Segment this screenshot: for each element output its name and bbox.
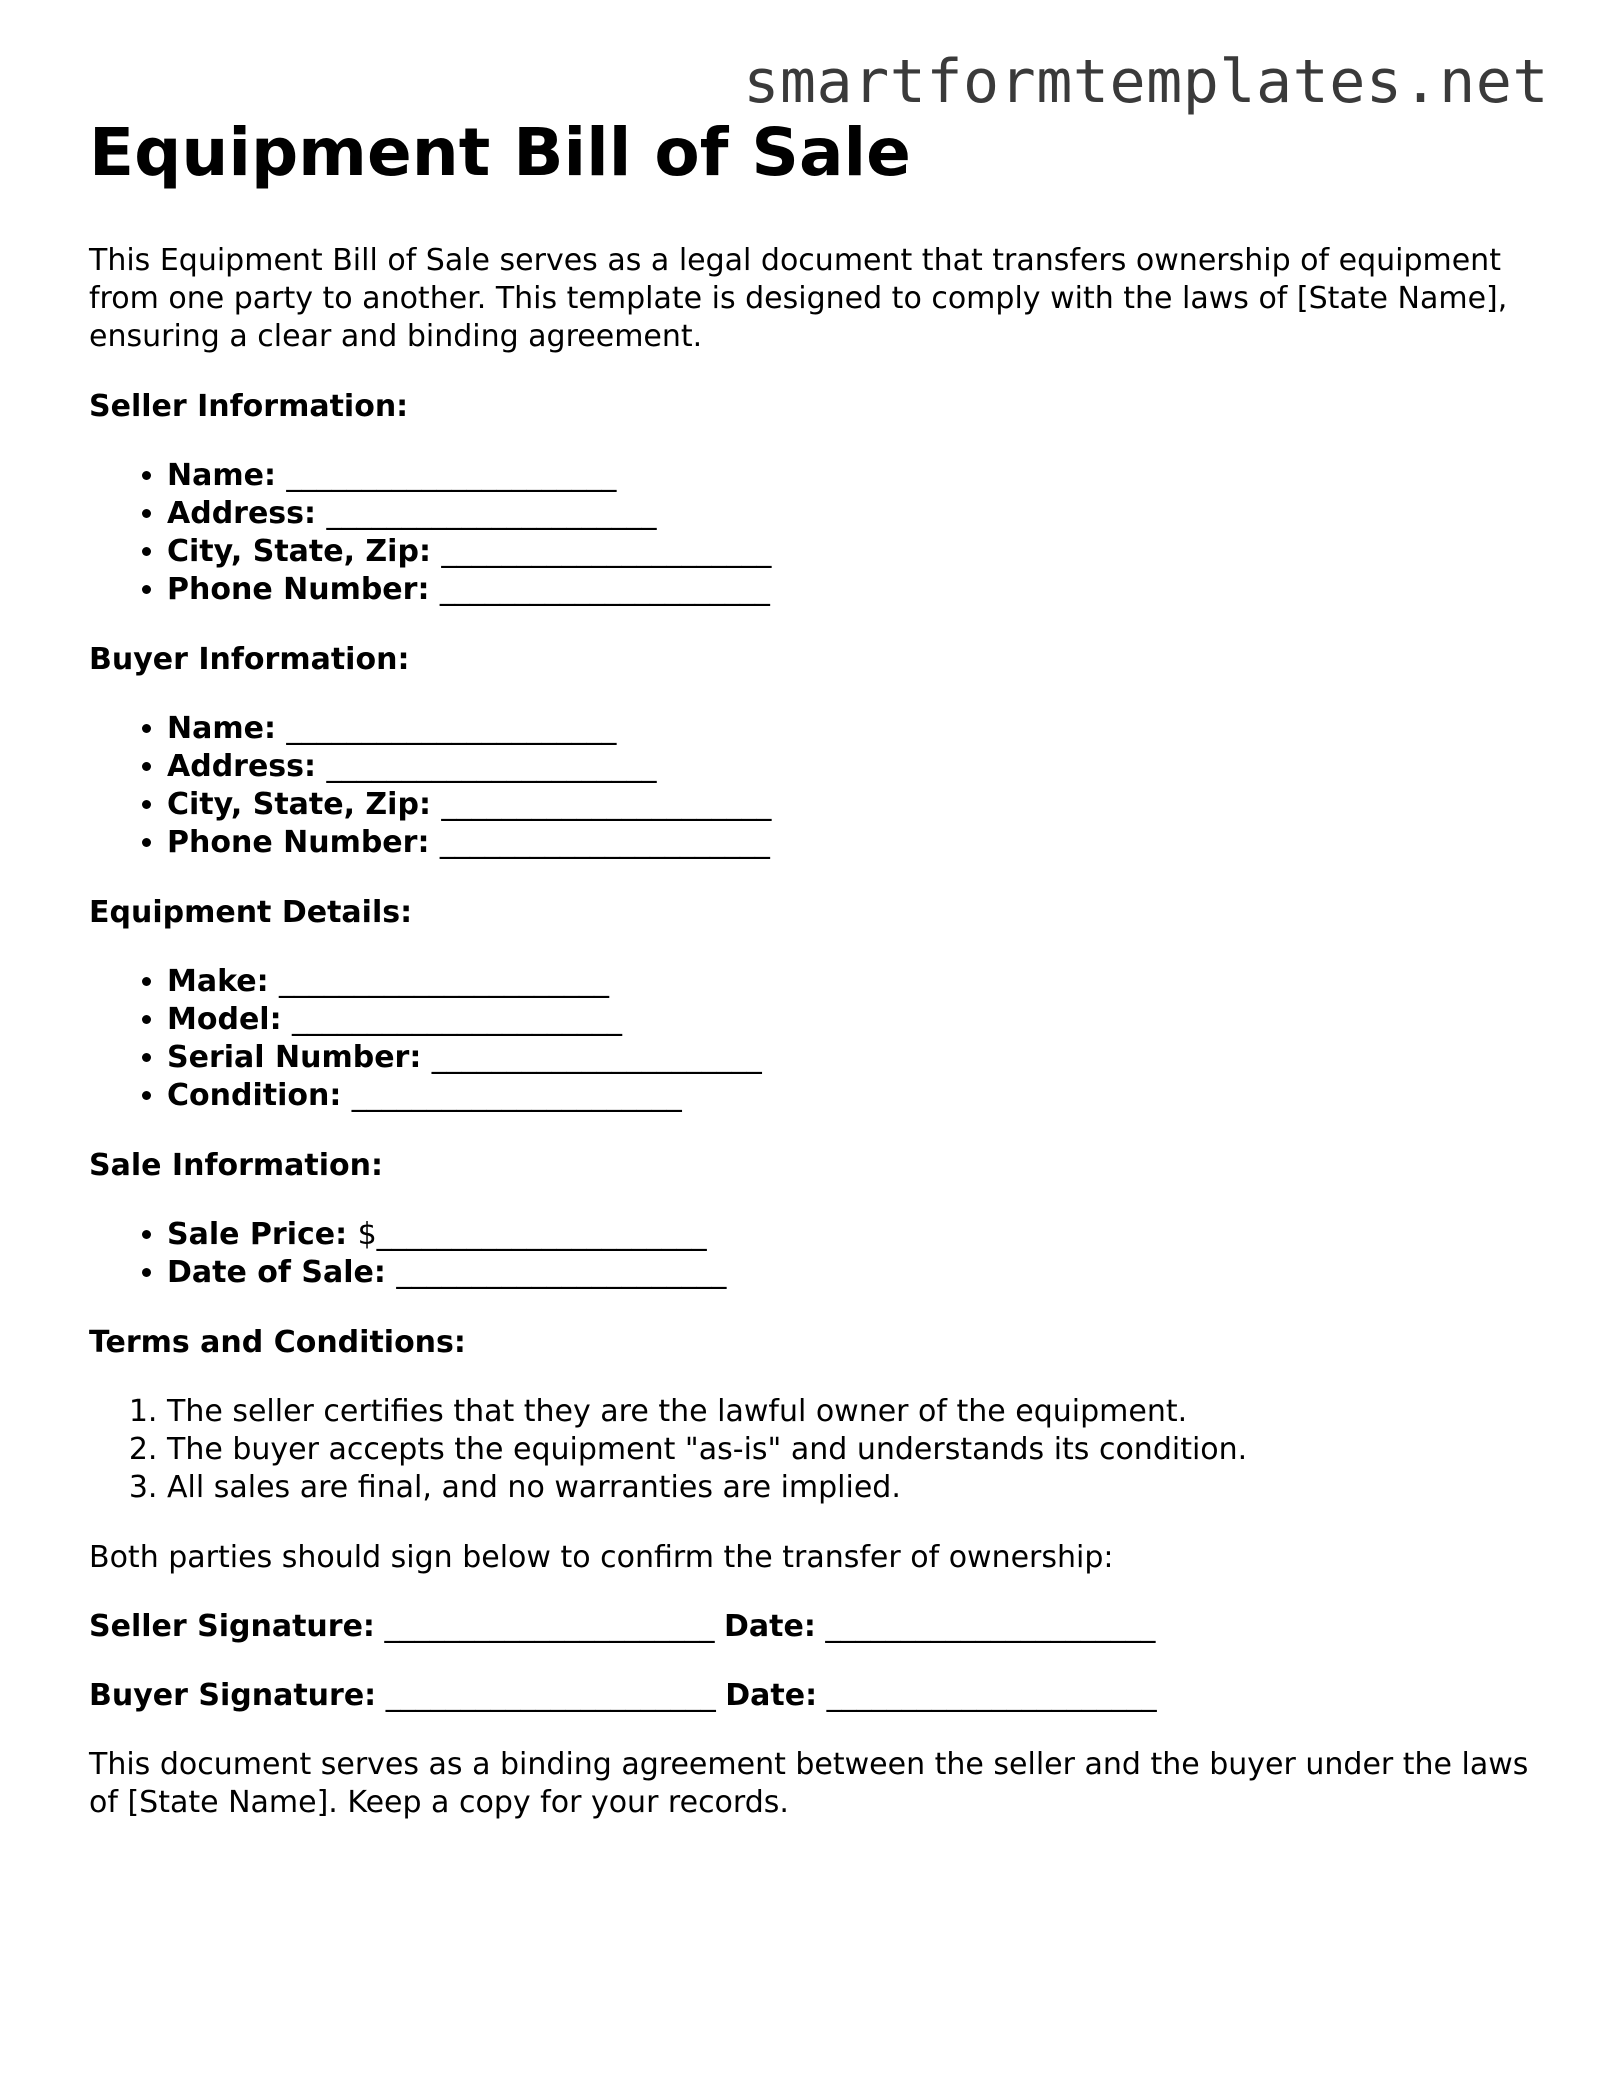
buyer-address-field <box>167 748 1529 786</box>
seller-signature-blank[interactable]: ______________________ <box>384 1609 715 1644</box>
document-title: Equipment Bill of Sale <box>89 114 911 191</box>
fill-blank[interactable]: ______________________ <box>441 534 772 569</box>
intro-paragraph: This Equipment Bill of Sale serves as a legal document that transfers ownership of equipment from one party to another. This template is designed to comply with the laws of [State Name], ensuring a clear and binding agreement. <box>89 243 1508 354</box>
fill-blank[interactable]: ______________________ <box>279 964 610 999</box>
seller-date-label: Date: <box>724 1609 816 1644</box>
watermark-text: smartformtemplates.net <box>743 47 1549 117</box>
seller-city-state-zip-field <box>167 533 1529 571</box>
field-label: Name: <box>167 711 276 746</box>
field-label: Condition: <box>167 1078 342 1113</box>
sale-heading: Sale Information: <box>89 1148 383 1183</box>
equipment-serial-field <box>167 1039 1529 1077</box>
buyer-signature-label: Buyer Signature: <box>89 1678 377 1713</box>
document-page <box>89 108 1529 1822</box>
seller-address-field <box>167 495 1529 533</box>
seller-name-field <box>167 457 1529 495</box>
buyer-signature-blank[interactable]: ______________________ <box>385 1678 716 1713</box>
currency-prefix: $ <box>357 1217 377 1252</box>
fill-blank[interactable]: ______________________ <box>286 458 617 493</box>
buyer-phone-field <box>167 824 1529 862</box>
seller-signature-line <box>89 1608 1529 1646</box>
equipment-fields-list <box>89 963 1529 1115</box>
terms-item: 3. All sales are final, and no warranties are implied. <box>167 1469 1529 1507</box>
field-label: Model: <box>167 1002 282 1037</box>
field-label: Make: <box>167 964 269 999</box>
field-label: City, State, Zip: <box>167 534 431 569</box>
equipment-make-field <box>167 963 1529 1001</box>
seller-date-blank[interactable]: ______________________ <box>825 1609 1156 1644</box>
seller-phone-field <box>167 571 1529 609</box>
field-label: Sale Price: <box>167 1217 348 1252</box>
seller-heading: Seller Information: <box>89 389 409 424</box>
equipment-heading: Equipment Details: <box>89 895 413 930</box>
field-label: Name: <box>167 458 276 493</box>
terms-heading: Terms and Conditions: <box>89 1325 466 1360</box>
field-label: Date of Sale: <box>167 1255 386 1290</box>
buyer-date-blank[interactable]: ______________________ <box>826 1678 1157 1713</box>
buyer-city-state-zip-field <box>167 786 1529 824</box>
equipment-condition-field <box>167 1077 1529 1115</box>
equipment-model-field <box>167 1001 1529 1039</box>
fill-blank[interactable]: ______________________ <box>376 1217 707 1252</box>
fill-blank[interactable]: ______________________ <box>441 787 772 822</box>
buyer-signature-line <box>89 1677 1529 1715</box>
field-label: Phone Number: <box>167 572 430 607</box>
field-label: Address: <box>167 496 317 531</box>
fill-blank[interactable]: ______________________ <box>351 1078 682 1113</box>
sale-date-field <box>167 1254 1529 1292</box>
fill-blank[interactable]: ______________________ <box>396 1255 727 1290</box>
terms-item: 2. The buyer accepts the equipment "as-is" and understands its condition. <box>167 1431 1529 1469</box>
fill-blank[interactable]: ______________________ <box>286 711 617 746</box>
closing-paragraph: This document serves as a binding agreement between the seller and the buyer under the laws of [State Name]. Keep a copy for your records. <box>89 1747 1529 1820</box>
fill-blank[interactable]: ______________________ <box>439 572 770 607</box>
fill-blank[interactable]: ______________________ <box>292 1002 623 1037</box>
sale-fields-list <box>89 1216 1529 1292</box>
fill-blank[interactable]: ______________________ <box>326 496 657 531</box>
field-label: Phone Number: <box>167 825 430 860</box>
terms-item: 1. The seller certifies that they are the lawful owner of the equipment. <box>167 1393 1529 1431</box>
field-label: Address: <box>167 749 317 784</box>
buyer-heading: Buyer Information: <box>89 642 410 677</box>
seller-fields-list <box>89 457 1529 609</box>
terms-list <box>89 1393 1529 1507</box>
seller-signature-label: Seller Signature: <box>89 1609 375 1644</box>
field-label: City, State, Zip: <box>167 787 431 822</box>
buyer-name-field <box>167 710 1529 748</box>
sale-price-field <box>167 1216 1529 1254</box>
buyer-fields-list <box>89 710 1529 862</box>
field-label: Serial Number: <box>167 1040 422 1075</box>
fill-blank[interactable]: ______________________ <box>326 749 657 784</box>
signature-instructions: Both parties should sign below to confirm the transfer of ownership: <box>89 1540 1114 1575</box>
fill-blank[interactable]: ______________________ <box>431 1040 762 1075</box>
buyer-date-label: Date: <box>725 1678 818 1713</box>
fill-blank[interactable]: ______________________ <box>439 825 770 860</box>
